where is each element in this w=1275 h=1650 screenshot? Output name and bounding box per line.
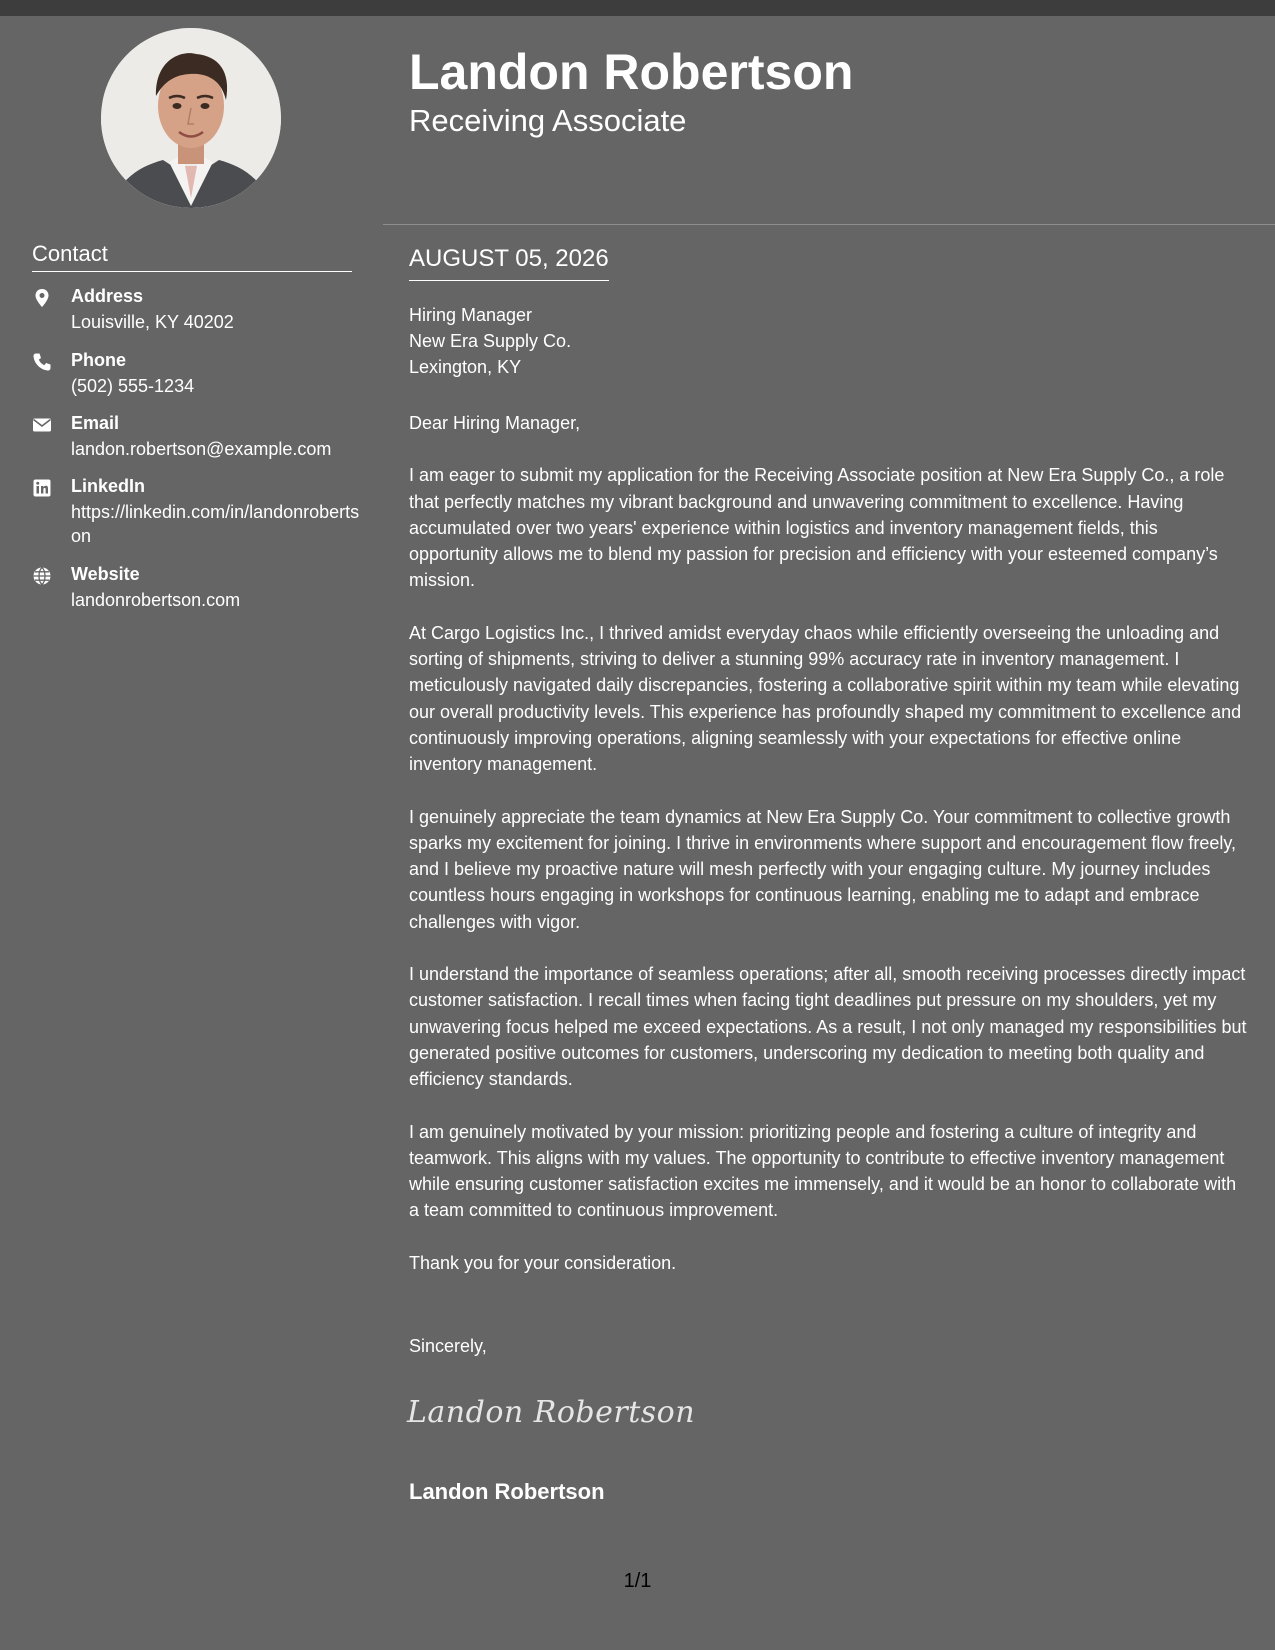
phone-icon xyxy=(32,352,52,372)
page-number: 1/1 xyxy=(623,1570,652,1592)
contact-value: (502) 555-1234 xyxy=(71,376,195,396)
recipient-line: New Era Supply Co. xyxy=(409,331,572,351)
letter-paragraph: I am genuinely motivated by your mission: prioritizing people and fostering a culture of integrity and teamwork. This aligns with my values. The opportunity to contribute to effective inventory management while ensuring customer satisfaction excites me immensely, and it would be an honor to collaborate with a team committed to continuous improvement. xyxy=(409,1121,1237,1221)
top-bar xyxy=(0,0,1275,16)
applicant-name: Landon Robertson xyxy=(409,44,854,100)
letter-body xyxy=(409,410,1251,1302)
contact-value: Louisville, KY 40202 xyxy=(71,312,234,332)
recipient-line: Hiring Manager xyxy=(409,305,533,325)
contact-label: Website xyxy=(71,564,140,584)
contact-value[interactable]: https://linkedin.com/in/landonrobertson xyxy=(71,502,360,546)
linkedin-icon xyxy=(32,478,52,498)
letter-paragraph: I am eager to submit my application for the Receiving Associate position at New Era Supply Co., a role that perfectly matches my vibrant background and unwavering commitment to excellence. Having accumulated over two years' experience within logistics and inventory management fields, this opportunity allows me to blend my passion for precision and efficiency with your esteemed company’s mission. xyxy=(409,465,1225,591)
contact-label: Phone xyxy=(71,350,127,370)
globe-icon xyxy=(32,566,52,586)
letter-paragraph: At Cargo Logistics Inc., I thrived amidst everyday chaos while efficiently overseeing the unloading and sorting of shipments, striving to deliver a stunning 99% accuracy rate in inventory management. I meticulously navigated daily discrepancies, fostering a collaborative spirit within my team while elevating our overall productivity levels. This experience has profoundly shaped my commitment to excellence and continuously improving operations, aligning seamlessly with your expectations for effective online inventory management. xyxy=(409,622,1242,775)
recipient-line: Lexington, KY xyxy=(409,357,522,377)
handwritten-signature: Landon Robertson xyxy=(407,1395,696,1430)
envelope-icon xyxy=(32,415,52,435)
contact-label: LinkedIn xyxy=(71,476,146,496)
contact-value[interactable]: landonrobertson.com xyxy=(71,590,241,610)
contact-heading: Contact xyxy=(32,241,352,272)
avatar xyxy=(101,28,281,208)
sidebar xyxy=(0,16,383,1650)
recipient-block xyxy=(409,302,571,380)
location-pin-icon xyxy=(32,288,52,308)
header-divider xyxy=(383,224,1275,225)
letter-paragraph: I genuinely appreciate the team dynamics at New Era Supply Co. Your commitment to collective growth sparks my excitement for joining. I thrive in environments where support and encouragement flow freely, and I believe my proactive nature will mesh perfectly with your engaging culture. My journey includes countless hours engaging in workshops for continuous learning, enabling me to adapt and embrace challenges with vigor. xyxy=(409,806,1237,932)
closing: Sincerely, xyxy=(409,1336,487,1356)
job-title: Receiving Associate xyxy=(409,103,687,138)
contact-label: Address xyxy=(71,286,144,306)
letter-paragraph: Thank you for your consideration. xyxy=(409,1252,677,1273)
contact-label: Email xyxy=(71,413,120,433)
letter-date: AUGUST 05, 2026 xyxy=(409,244,609,281)
letter-paragraph: I understand the importance of seamless operations; after all, smooth receiving processes directly impact customer satisfaction. I recall times when facing tight deadlines put pressure on my shoulders, yet my unwavering focus helped me exceed expectations. As a result, I not only managed my responsibilities but generated positive outcomes for customers, underscoring my dedication to meeting both quality and efficiency standards. xyxy=(409,964,1247,1090)
signer-name: Landon Robertson xyxy=(409,1479,605,1504)
salutation: Dear Hiring Manager, xyxy=(409,413,581,433)
contact-value[interactable]: landon.robertson@example.com xyxy=(71,439,332,459)
